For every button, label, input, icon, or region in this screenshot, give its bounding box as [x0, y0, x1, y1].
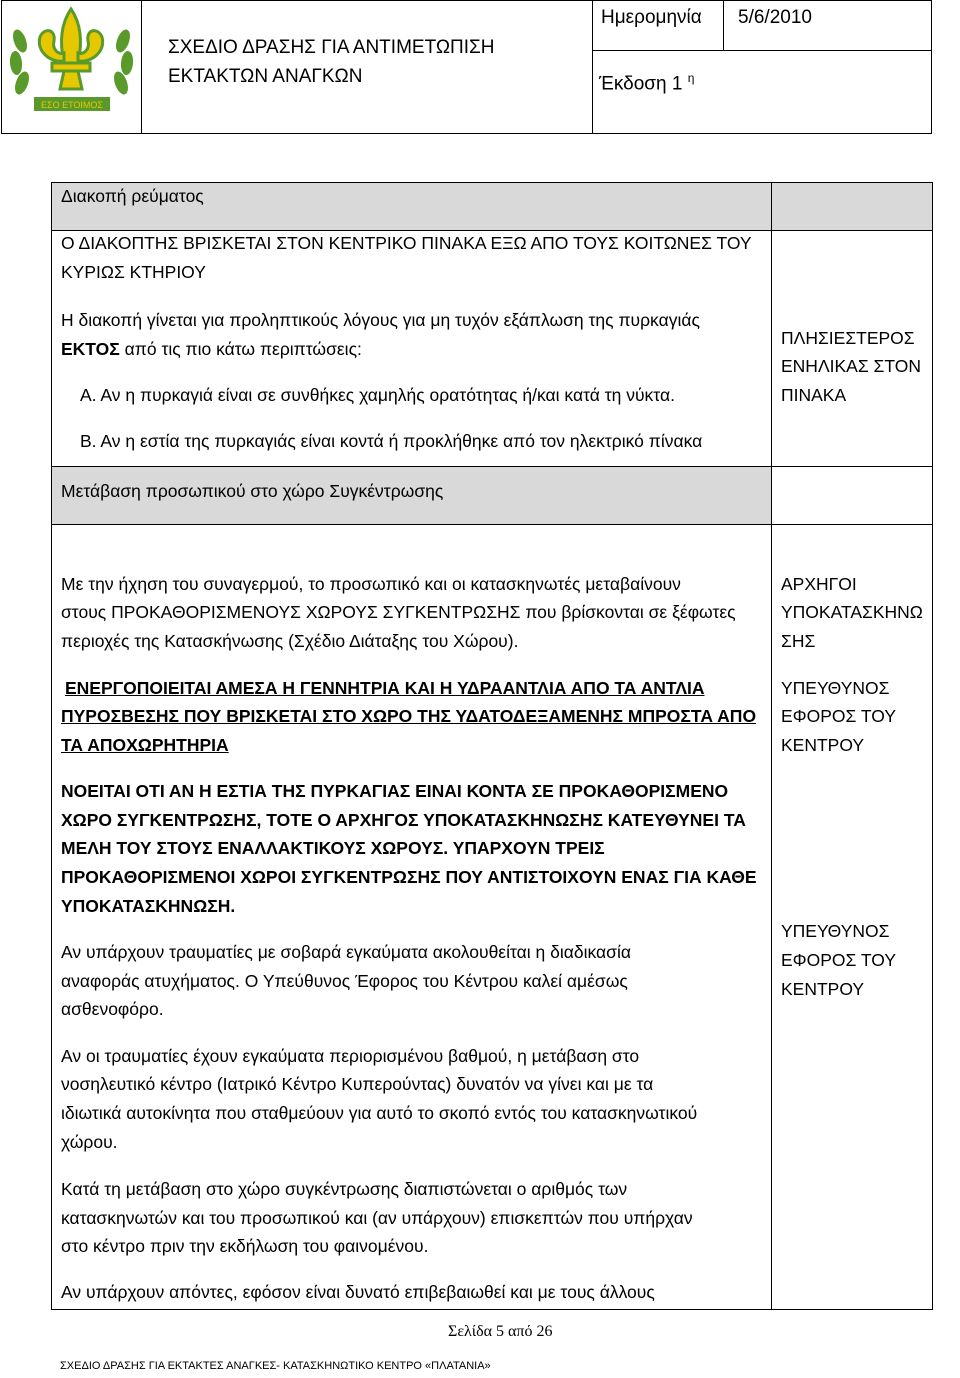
section2-p4-l2: αναφοράς ατυχήματος. Ο Υπεύθυνος Έφορος του Κέντρου καλεί αμέσως	[61, 971, 628, 991]
section2-p5-l4: χώρου.	[61, 1132, 118, 1152]
section1-line3: Η διακοπή γίνεται για προληπτικούς λόγους για μη τυχόν εξάπλωση της πυρκαγιάς	[61, 310, 700, 330]
section2-p4-l1: Αν υπάρχουν τραυματίες με σοβαρά εγκαύματα ακολουθείται η διαδικασία	[61, 942, 631, 962]
section2-resp2-l2: ΕΦΟΡΟΣ ΤΟΥ	[781, 706, 896, 726]
section2-p5-l1: Αν οι τραυματίες έχουν εγκαύματα περιορισμένου βαθμού, η μετάβαση στο	[61, 1046, 640, 1066]
version-text: Έκδοση 1	[599, 73, 683, 95]
section2-p3-l2: ΧΩΡΟ ΣΥΓΚΕΝΤΡΩΣΗΣ, ΤΟΤΕ Ο ΑΡΧΗΓΟΣ ΥΠΟΚΑΤΑΣΚΗΝΩΣΗΣ ΚΑΤΕΥΘΥΝΕΙ ΤΑ	[61, 810, 746, 830]
section2-p7-l1: Αν υπάρχουν απόντες, εφόσον είναι δυνατό επιβεβαιωθεί και με τους άλλους	[61, 1282, 655, 1302]
date-value-cell	[724, 1, 931, 51]
header-title-cell	[142, 1, 593, 133]
section2-p1-l3: περιοχές της Κατασκήνωσης (Σχέδιο Διάταξης του Χώρου).	[61, 631, 519, 651]
section1-line1: Ο ΔΙΑΚΟΠΤΗΣ ΒΡΙΣΚΕΤΑΙ ΣΤΟΝ ΚΕΝΤΡΙΚΟ ΠΙΝΑΚΑ ΕΞΩ ΑΠΟ ΤΟΥΣ ΚΟΙΤΩΝΕΣ ΤΟΥ	[61, 233, 752, 253]
section2-resp1-l1: ΑΡΧΗΓΟΙ	[781, 574, 857, 594]
section2-p2-l1: ΕΝΕΡΓΟΠΟΙΕΙΤΑΙ ΑΜΕΣΑ Η ΓΕΝΝΗΤΡΙΑ ΚΑΙ Η ΥΔΡΑΑΝΤΛΙΑ ΑΠΟ ΤΑ ΑΝΤΛΙΑ	[65, 678, 705, 698]
section2-resp2-l1: ΥΠΕΥΘΥΝΟΣ	[781, 678, 890, 698]
row-divider-3	[51, 524, 933, 525]
row-divider-2	[51, 466, 933, 467]
section2-resp3-l2: ΕΦΟΡΟΣ ΤΟΥ	[781, 950, 896, 970]
date-value: 5/6/2010	[738, 7, 812, 28]
section2-p3-l5: ΥΠΟΚΑΤΑΣΚΗΝΩΣΗ.	[61, 896, 236, 916]
version-cell	[593, 51, 931, 133]
section2-p2-l2: ΠΥΡΟΣΒΕΣΗΣ ΠΟΥ ΒΡΙΣΚΕΤΑΙ ΣΤΟ ΧΩΡΟ ΤΗΣ ΥΔΑΤΟΔΕΞΑΜΕΝΗΣ ΜΠΡΟΣΤΑ ΑΠΟ	[61, 706, 757, 726]
scout-lily-logo-icon	[2, 1, 141, 133]
section2-p2-l3: ΤΑ ΑΠΟΧΩΡΗΤΗΡΙΑ	[61, 735, 229, 755]
section2-p3-l3: ΜΕΛΗ ΤΟΥ ΣΤΟΥΣ ΕΝΑΛΛΑΚΤΙΚΟΥΣ ΧΩΡΟΥΣ. ΥΠΑΡΧΟΥΝ ΤΡΕΙΣ	[61, 838, 605, 858]
section2-p6-l2: κατασκηνωτών και του προσωπικού και (αν υπάρχουν) επισκεπτών που υπήρχαν	[61, 1208, 693, 1228]
section1-resp-l1: ΠΛΗΣΙΕΣΤΕΡΟΣ	[781, 328, 915, 348]
document-header	[1, 0, 932, 134]
date-label-cell	[593, 1, 724, 51]
section1-title: Διακοπή ρεύματος	[61, 186, 204, 206]
section2-p6-l3: στο κέντρο πριν την εκδήλωση του φαινομένου.	[61, 1236, 429, 1256]
section2-title: Μετάβαση προσωπικού στο χώρο Συγκέντρωσης	[61, 481, 444, 501]
section2-p1-l2: στους ΠΡΟΚΑΘΟΡΙΣΜΕΝΟΥΣ ΧΩΡΟΥΣ ΣΥΓΚΕΝΤΡΩΣΗΣ που βρίσκονται σε ξέφωτες	[61, 602, 736, 622]
section2-resp2-l3: ΚΕΝΤΡΟΥ	[781, 735, 865, 755]
section1-line4-rest: από τις πιο κάτω περιπτώσεις:	[119, 339, 362, 359]
section2-resp3-l1: ΥΠΕΥΘΥΝΟΣ	[781, 921, 890, 941]
section2-p5-l2: νοσηλευτικό κέντρο (Ιατρικό Κέντρο Κυπερούντας) δυνατόν να γίνει και με τα	[61, 1074, 654, 1094]
version-label	[599, 71, 694, 95]
section2-resp3-l3: ΚΕΝΤΡΟΥ	[781, 979, 865, 999]
section1-case-a: Α. Αν η πυρκαγιά είναι σε συνθήκες χαμηλής ορατότητας ή/και κατά τη νύκτα.	[80, 385, 675, 405]
section1-line4	[61, 335, 362, 364]
section2-p1-l1: Με την ήχηση του συναγερμού, το προσωπικό και οι κατασκηνωτές μεταβαίνουν	[61, 574, 681, 594]
section2-p6-l1: Κατά τη μετάβαση στο χώρο συγκέντρωσης διαπιστώνεται ο αριθμός των	[61, 1179, 628, 1199]
section2-p5-l3: ιδιωτικά αυτοκίνητα που σταθμεύουν για αυτό το σκοπό εντός του κατασκηνωτικού	[61, 1103, 698, 1123]
version-superscript: η	[687, 71, 695, 85]
section2-p3-l1: ΝΟΕΙΤΑΙ ΟΤΙ ΑΝ Η ΕΣΤΙΑ ΤΗΣ ΠΥΡΚΑΓΙΑΣ ΕΙΝΑΙ ΚΟΝΤΑ ΣΕ ΠΡΟΚΑΘΟΡΙΣΜΕΝΟ	[61, 781, 729, 801]
column-divider-lower	[771, 524, 772, 1310]
section2-resp1-l3: ΣΗΣ	[781, 631, 816, 651]
logo-cell	[2, 1, 142, 133]
section1-case-b: Β. Αν η εστία της πυρκαγιάς είναι κοντά ή προκλήθηκε από τον ηλεκτρικό πίνακα	[80, 431, 703, 451]
section1-resp-l3: ΠΙΝΑΚΑ	[781, 385, 847, 405]
right-col-gap-marker	[771, 466, 772, 524]
page-number: Σελίδα 5 από 26	[448, 1323, 553, 1340]
date-label: Ημερομηνία	[601, 7, 702, 28]
footer-document-name: ΣΧΕΔΙΟ ΔΡΑΣΗΣ ΓΙΑ ΕΚΤΑΚΤΕΣ ΑΝΑΓΚΕΣ- ΚΑΤΑΣΚΗΝΩΤΙΚΟ ΚΕΝΤΡΟ «ΠΛΑΤΑΝΙΑ»	[60, 1360, 491, 1372]
section2-p4-l3: ασθενοφόρο.	[61, 999, 164, 1019]
logo-caption: ΕΣΟ ΕΤΟΙΜΟΣ	[41, 100, 103, 110]
section2-resp1-l2: ΥΠΟΚΑΤΑΣΚΗΝΩ	[781, 602, 923, 622]
section1-except-word: ΕΚΤΟΣ	[61, 339, 120, 359]
section1-resp-l2: ΕΝΗΛΙΚΑΣ ΣΤΟΝ	[781, 356, 921, 376]
section2-p3-l4: ΠΡΟΚΑΘΟΡΙΣΜΕΝΟΙ ΧΩΡΟΙ ΣΥΓΚΕΝΤΡΩΣΗΣ ΠΟΥ ΑΝΤΙΣΤΟΙΧΟΥΝ ΕΝΑΣ ΓΙΑ ΚΑΘΕ	[61, 867, 757, 887]
document-title: ΣΧΕΔΙΟ ΔΡΑΣΗΣ ΓΙΑ ΑΝΤΙΜΕΤΩΠΙΣΗ ΕΚΤΑΚΤΩΝ ΑΝΑΓΚΩΝ	[168, 37, 495, 87]
section1-line2: ΚΥΡΙΩΣ ΚΤΗΡΙΟΥ	[61, 262, 206, 282]
